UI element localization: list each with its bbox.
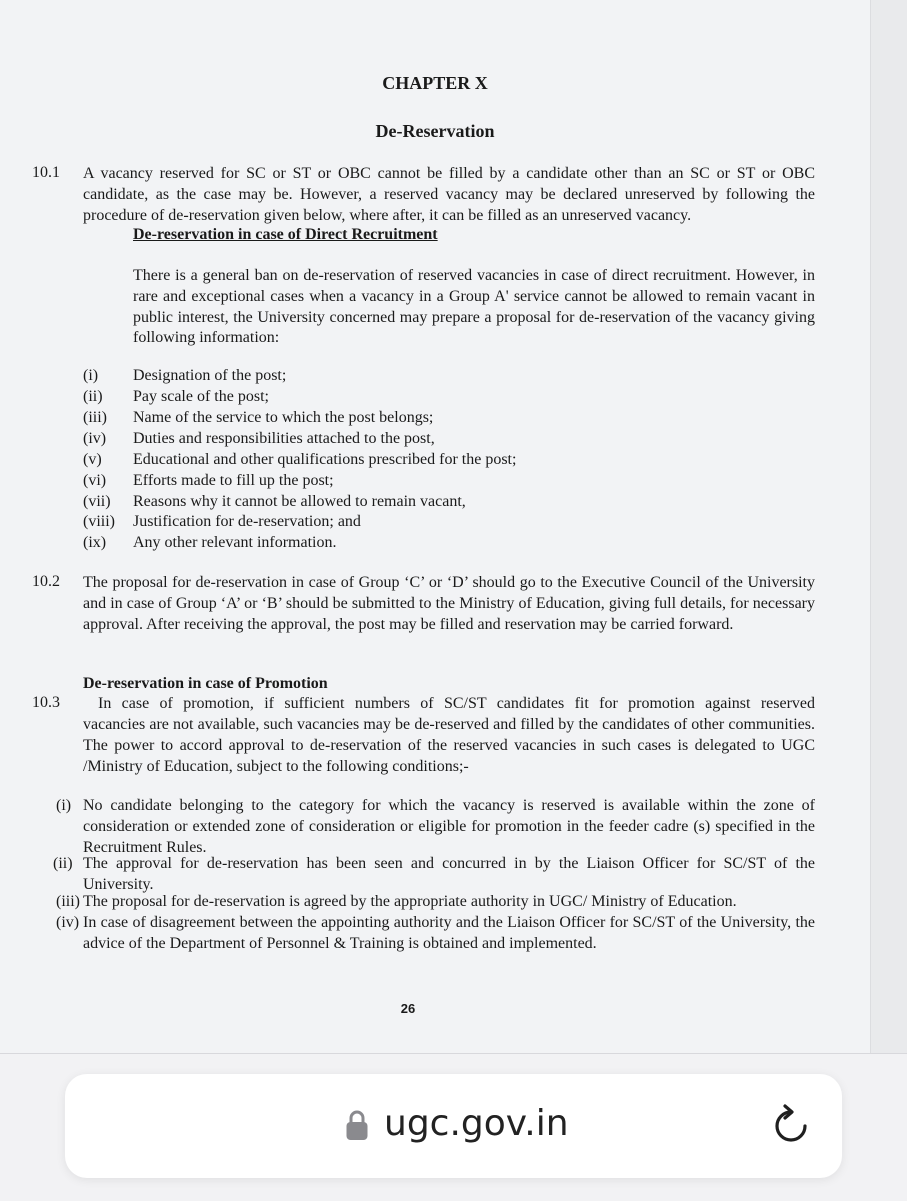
list-number: (viii) xyxy=(83,513,115,530)
page-title: De-Reservation xyxy=(375,121,495,141)
list-item: In case of disagreement between the appointing authority and the Liaison Officer for SC/ST of the University, the advice of the Department of Personnel & Training is obtained and implemented. xyxy=(83,914,815,952)
section-text: In case of promotion, if sufficient numbers of SC/ST candidates fit for promotion against reserved xyxy=(98,695,815,712)
list-item: Designation of the post; xyxy=(133,367,287,384)
section-text: vacancies are not available, such vacancies may be de-reserved and filled by the candidates of other communities. The power to accord approval to de-reservation of the reserved vacancies in such cases is delegated to UGC /Ministry of Education, subject to the following conditions;- xyxy=(83,716,815,775)
list-item: The approval for de-reservation has been seen and concurred in by the Liaison Officer for SC/ST of the University. xyxy=(83,855,815,893)
lock-icon xyxy=(345,1109,369,1146)
section-text: The proposal for de-reservation in case of Group ‘C’ or ‘D’ should go to the Executive Council of the University and in case of Group ‘A’ or ‘B’ should be submitted to the Ministry of Education, giving full details, for necessary approval. After receiving the approval, the post may be filled and reservation may be carried forward. xyxy=(83,574,815,633)
reload-icon[interactable] xyxy=(771,1104,811,1153)
list-item: The proposal for de-reservation is agreed by the appropriate authority in UGC/ Ministry of Education. xyxy=(83,893,737,910)
list-number: (v) xyxy=(83,451,102,468)
list-number: (vi) xyxy=(83,472,107,489)
list-number: (i) xyxy=(56,797,72,814)
section-number: 10.1 xyxy=(32,164,60,181)
section-number: 10.3 xyxy=(32,694,60,711)
list-number: (iv) xyxy=(56,914,80,931)
subsection-heading: De-reservation in case of Direct Recruitment xyxy=(133,226,438,243)
list-number: (vii) xyxy=(83,493,111,510)
list-number: (ix) xyxy=(83,534,107,551)
list-number: (iii) xyxy=(56,893,80,910)
list-number: (i) xyxy=(83,367,99,384)
scrollbar[interactable] xyxy=(870,0,907,1053)
list-item: Reasons why it cannot be allowed to remain vacant, xyxy=(133,493,466,510)
list-item: Name of the service to which the post belongs; xyxy=(133,409,434,426)
list-item: Justification for de-reservation; and xyxy=(133,513,361,530)
list-item: Efforts made to fill up the post; xyxy=(133,472,334,489)
list-number: (ii) xyxy=(83,388,103,405)
subsection-heading: De-reservation in case of Promotion xyxy=(83,675,328,692)
section-number: 10.2 xyxy=(32,573,60,590)
list-number: (iii) xyxy=(83,409,107,426)
paragraph: There is a general ban on de-reservation of reserved vacancies in case of direct recruitment. However, in rare and exceptional cases when a vacancy in a Group A' service cannot be allowed to remain vacant in public interest, the University concerned may prepare a proposal for de-reservation of the vacancy giving following information: xyxy=(133,267,815,347)
chapter-heading: CHAPTER X xyxy=(382,73,488,93)
page-number: 26 xyxy=(400,1001,416,1016)
list-number: (iv) xyxy=(83,430,107,447)
list-item: Duties and responsibilities attached to the post, xyxy=(133,430,435,447)
section-text: A vacancy reserved for SC or ST or OBC cannot be filled by a candidate other than an SC or ST or OBC candidate, as the case may be. However, a reserved vacancy may be declared unreserved by following the procedure of de-reservation given below, where after, it can be filled as an unreserved vacancy. xyxy=(83,165,815,224)
list-item: Any other relevant information. xyxy=(133,534,337,551)
list-item: Pay scale of the post; xyxy=(133,388,269,405)
list-item: No candidate belonging to the category for which the vacancy is reserved is available within the zone of consideration or extended zone of consideration or eligible for promotion in the feeder cadre (s) specified in the Recruitment Rules. xyxy=(83,797,815,856)
list-number: (ii) xyxy=(53,855,73,872)
url-text[interactable]: ugc.gov.in xyxy=(384,1103,569,1144)
list-item: Educational and other qualifications prescribed for the post; xyxy=(133,451,517,468)
